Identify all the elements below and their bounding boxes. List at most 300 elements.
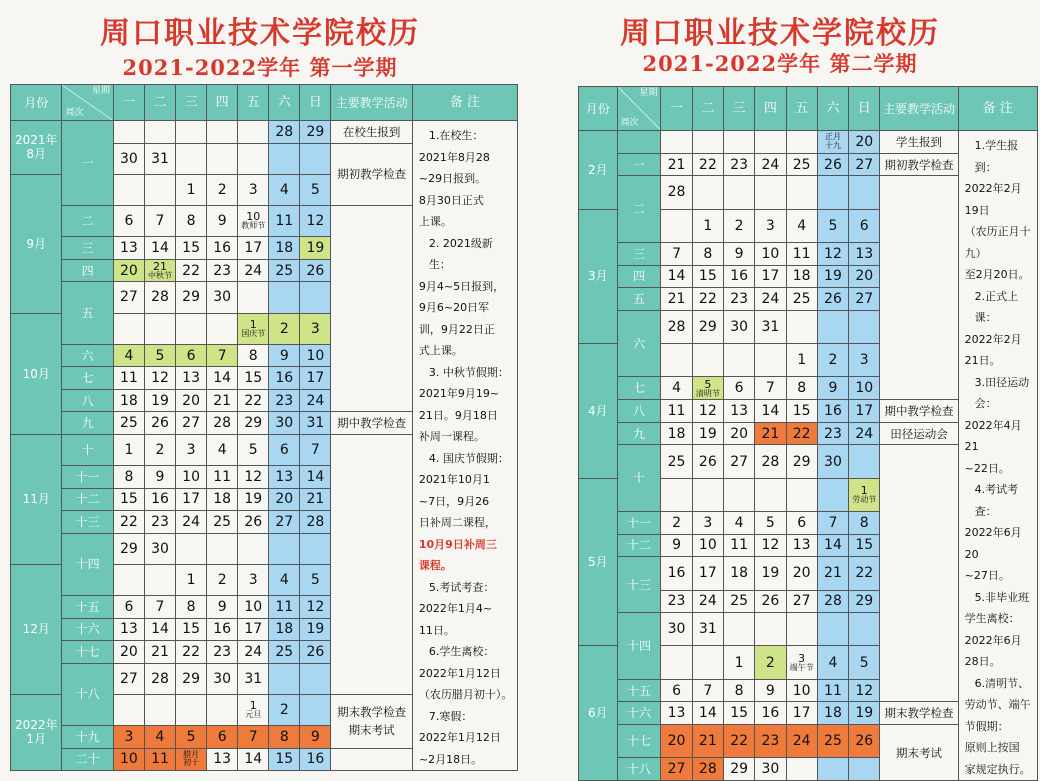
day-cell: 27 <box>661 758 692 781</box>
day-cell: 3 <box>755 209 786 242</box>
diag-week-label: 星期 <box>91 86 110 96</box>
activity-cell <box>880 445 958 702</box>
note-line: 3.田径运动会： <box>974 375 1030 410</box>
day-cell: 18 <box>207 488 238 511</box>
day-cell: 25 <box>817 725 848 758</box>
note-line: ~7日，9月26 <box>418 494 490 508</box>
activity-header: 主要教学活动 <box>880 87 958 131</box>
month-label: 6月 <box>587 706 608 721</box>
note-line: 2021年10月1 <box>418 473 490 486</box>
day-cell: 21 <box>755 422 786 445</box>
day-cell <box>692 344 723 377</box>
day-cell: 29 <box>113 533 144 564</box>
day-cell: 31 <box>692 613 723 646</box>
day-cell: 20 <box>113 641 144 664</box>
day-cell: 6 <box>207 726 238 749</box>
month-label: 2021年 <box>14 133 58 148</box>
day-cell: 10 <box>176 466 207 489</box>
day-cell: 9 <box>269 344 300 367</box>
note-line: 2022年1月12日 <box>418 666 501 680</box>
day-cell: 27 <box>113 663 144 694</box>
day-cell <box>755 478 786 511</box>
day-cell <box>113 694 144 725</box>
day-cell: 4 <box>661 377 692 400</box>
day-cell: 23 <box>144 511 175 534</box>
week-number-cell: 十六 <box>617 702 661 725</box>
day-cell: 9 <box>817 377 848 400</box>
note-line: 课程。 <box>418 559 452 572</box>
day-cell: 12 <box>817 242 848 265</box>
day-cell <box>113 121 144 144</box>
day-cell: 21 <box>144 641 175 664</box>
note-line: 家规定执行。 <box>964 762 1031 776</box>
weekday-header: 一 <box>661 87 692 131</box>
day-cell: 28 <box>300 511 331 534</box>
day-cell: 7 <box>144 206 175 237</box>
day-cell: 25 <box>113 412 144 435</box>
day-cell: 20 <box>723 422 754 445</box>
day-cell <box>817 613 848 646</box>
weekday-header: 六 <box>269 85 300 121</box>
day-cell: 15 <box>113 488 144 511</box>
weekday-header: 四 <box>755 87 786 131</box>
note-line: 11日。 <box>418 623 455 637</box>
day-cell <box>849 310 880 343</box>
lunar-label-2: 初十 <box>183 758 200 768</box>
day-cell: 28 <box>144 282 175 313</box>
day-cell: 20 <box>176 389 207 412</box>
week-number-cell: 一 <box>62 121 113 206</box>
day-cell <box>113 313 144 344</box>
note-line: 式上课。 <box>418 344 463 357</box>
notes-cell <box>958 131 1037 781</box>
day-cell: 4 <box>144 726 175 749</box>
day-cell: 11 <box>723 534 754 557</box>
day-cell: 10 <box>238 596 269 619</box>
day-cell: 18 <box>661 422 692 445</box>
day-cell: 22 <box>786 422 817 445</box>
day-cell <box>300 143 331 174</box>
day-cell: 1 <box>176 174 207 205</box>
day-cell: 2 <box>269 313 300 344</box>
day-cell: 21 <box>300 488 331 511</box>
day-cell: 16 <box>207 237 238 260</box>
day-cell: 27 <box>113 282 144 313</box>
day-cell: 6 <box>176 344 207 367</box>
day-cell: 30 <box>723 310 754 343</box>
lunar-label: 正月 <box>824 132 841 142</box>
day-cell: 28 <box>269 121 300 144</box>
day-cell: 23 <box>755 725 786 758</box>
day-cell: 30 <box>207 663 238 694</box>
day-cell: 18 <box>817 702 848 725</box>
note-line: 8月30日正式 <box>418 193 484 207</box>
day-cell <box>300 694 331 725</box>
activity-cell <box>880 422 958 445</box>
day-cell: 8 <box>113 466 144 489</box>
day-cell: 14 <box>755 400 786 423</box>
month-label: 11月 <box>22 492 50 507</box>
holiday-label: 中秋节 <box>147 270 172 280</box>
sem1-title: 周口职业技术学院校历 <box>100 16 420 51</box>
month-label: 8月 <box>26 147 47 162</box>
day-cell: 30 <box>817 445 848 478</box>
note-line: 2022年4月21 <box>964 418 1022 453</box>
day-cell <box>817 131 848 154</box>
day-cell <box>207 121 238 144</box>
day-number: 1 <box>249 699 257 713</box>
note-line: ~29日报到。 <box>418 172 487 185</box>
activity-label: 期初教学检查 <box>884 157 954 172</box>
day-cell: 16 <box>723 265 754 288</box>
week-number-cell: 十一 <box>617 511 661 534</box>
day-cell <box>786 758 817 781</box>
semester-2-calendar <box>520 0 1040 778</box>
activity-cell <box>331 748 412 771</box>
day-cell: 2 <box>207 564 238 595</box>
day-cell <box>786 478 817 511</box>
day-cell: 18 <box>723 557 754 590</box>
day-cell <box>723 176 754 209</box>
day-cell <box>176 694 207 725</box>
week-number-cell: 二 <box>62 206 113 237</box>
day-cell: 6 <box>723 377 754 400</box>
week-number-cell: 十二 <box>62 488 113 511</box>
week-number-cell: 十七 <box>617 725 661 758</box>
day-number: 3 <box>798 651 806 665</box>
month-header: 月份 <box>579 87 618 131</box>
lunar-label: 腊月 <box>183 749 200 759</box>
weekday-header: 五 <box>786 87 817 131</box>
day-cell: 30 <box>755 758 786 781</box>
day-cell <box>207 533 238 564</box>
day-cell: 27 <box>849 288 880 311</box>
holiday-label: 劳动节 <box>852 495 877 505</box>
day-cell <box>723 344 754 377</box>
day-cell: 13 <box>113 618 144 641</box>
note-line: 至2月20日。 <box>964 268 1030 281</box>
day-cell <box>238 694 269 725</box>
month-label: 12月 <box>22 622 50 637</box>
activity-cell <box>880 725 958 781</box>
week-number-cell: 八 <box>62 389 113 412</box>
holiday-label: 清明节 <box>695 388 720 398</box>
day-cell: 23 <box>269 389 300 412</box>
day-cell <box>269 533 300 564</box>
week-number-cell: 十六 <box>62 618 113 641</box>
day-cell: 27 <box>269 511 300 534</box>
day-cell: 23 <box>207 641 238 664</box>
week-number-cell: 七 <box>617 377 661 400</box>
day-cell: 1 <box>723 646 754 679</box>
day-cell: 7 <box>661 242 692 265</box>
week-number-cell: 十八 <box>62 663 113 726</box>
day-cell: 17 <box>755 265 786 288</box>
month-label: 10月 <box>22 366 50 381</box>
note-line: 7.寒假： <box>428 709 473 723</box>
month-cell <box>11 121 62 175</box>
month-label: 3月 <box>587 269 608 284</box>
day-cell: 10 <box>786 679 817 702</box>
day-cell: 8 <box>723 679 754 702</box>
day-cell: 7 <box>755 377 786 400</box>
week-number-cell: 五 <box>617 288 661 311</box>
week-number-cell: 十八 <box>617 758 661 781</box>
day-cell: 11 <box>207 466 238 489</box>
weekday-header: 六 <box>817 87 848 131</box>
day-cell <box>238 282 269 313</box>
day-cell: 15 <box>238 367 269 390</box>
month-label: 9月 <box>26 236 47 251</box>
week-number-cell: 十九 <box>62 726 113 749</box>
day-cell: 10 <box>692 534 723 557</box>
day-cell <box>144 174 175 205</box>
day-cell: 19 <box>817 265 848 288</box>
note-line: 2021年9月19~ <box>418 387 500 400</box>
day-cell: 27 <box>849 153 880 176</box>
week-number-cell: 十五 <box>617 679 661 702</box>
activity-label: 期末考试 <box>348 723 395 738</box>
day-cell <box>817 176 848 209</box>
day-cell <box>786 131 817 154</box>
day-cell: 26 <box>817 288 848 311</box>
week-number-cell: 四 <box>617 265 661 288</box>
day-cell <box>755 344 786 377</box>
notes-cell <box>412 121 517 771</box>
lunar-label-2: 十九 <box>824 140 841 150</box>
activity-label: 期初教学检查 <box>337 167 407 182</box>
activity-cell <box>880 702 958 725</box>
day-cell: 22 <box>176 641 207 664</box>
note-line: 上课。 <box>418 215 452 228</box>
weekday-header: 四 <box>207 85 238 121</box>
week-number-cell: 五 <box>62 282 113 345</box>
note-line: 2. 2021级新生： <box>428 236 493 271</box>
day-cell: 5 <box>300 564 331 595</box>
day-cell: 26 <box>755 590 786 613</box>
day-cell: 2 <box>755 646 786 679</box>
day-cell: 9 <box>300 726 331 749</box>
day-cell: 15 <box>723 702 754 725</box>
day-cell <box>849 613 880 646</box>
activity-label: 期中教学检查 <box>884 403 954 418</box>
day-cell: 12 <box>755 534 786 557</box>
note-line: 5.考试考查： <box>428 580 495 594</box>
day-cell: 2 <box>207 174 238 205</box>
note-line: 2022年6月28日。 <box>964 633 1022 668</box>
day-cell: 3 <box>238 564 269 595</box>
day-cell: 17 <box>238 618 269 641</box>
day-cell: 7 <box>300 434 331 465</box>
day-cell: 10 <box>113 748 144 771</box>
day-cell <box>786 613 817 646</box>
week-number-cell: 十四 <box>617 613 661 679</box>
day-cell <box>692 478 723 511</box>
note-line: 6.学生离校： <box>428 645 495 658</box>
week-number-cell: 七 <box>62 367 113 390</box>
activity-cell <box>880 176 958 400</box>
day-cell: 26 <box>144 412 175 435</box>
activity-header: 主要教学活动 <box>331 85 412 121</box>
day-cell <box>817 478 848 511</box>
day-cell: 24 <box>849 422 880 445</box>
day-cell: 25 <box>207 511 238 534</box>
day-cell: 2 <box>144 434 175 465</box>
activity-label: 期中教学检查 <box>337 416 407 430</box>
day-cell <box>849 478 880 511</box>
month-cell <box>579 478 618 646</box>
month-label: 2022年 <box>14 718 58 733</box>
day-cell: 19 <box>692 422 723 445</box>
day-cell: 31 <box>238 663 269 694</box>
day-cell: 22 <box>238 389 269 412</box>
day-cell: 17 <box>692 557 723 590</box>
activity-cell <box>880 400 958 423</box>
note-line: 原则上按国 <box>964 741 1020 754</box>
day-cell: 3 <box>238 174 269 205</box>
day-cell <box>786 176 817 209</box>
day-cell: 18 <box>269 237 300 260</box>
month-label: 2月 <box>587 162 608 177</box>
day-cell: 13 <box>207 748 238 771</box>
day-cell: 25 <box>786 288 817 311</box>
month-cell <box>11 313 62 434</box>
day-cell: 11 <box>144 748 175 771</box>
day-cell: 23 <box>723 153 754 176</box>
activity-label: 在校生报到 <box>342 124 401 139</box>
week-number-cell: 十四 <box>62 533 113 596</box>
day-cell: 10 <box>849 377 880 400</box>
day-cell <box>849 758 880 781</box>
activity-cell <box>880 131 958 154</box>
day-cell: 27 <box>723 445 754 478</box>
note-line: 2021年8月28 <box>418 150 490 164</box>
day-cell: 24 <box>755 153 786 176</box>
note-line: 10月9日补周三 <box>418 537 497 551</box>
day-cell <box>692 131 723 154</box>
day-cell: 23 <box>723 288 754 311</box>
day-cell: 25 <box>723 590 754 613</box>
weekday-header: 二 <box>692 87 723 131</box>
weekday-header: 五 <box>238 85 269 121</box>
month-cell <box>11 564 62 694</box>
note-line: 劳动节、端午 <box>964 698 1031 711</box>
day-number: 10 <box>246 210 261 224</box>
note-line: 2022年1月4~ <box>418 602 493 615</box>
day-cell: 26 <box>238 511 269 534</box>
day-cell: 18 <box>786 265 817 288</box>
week-number-cell: 十二 <box>617 534 661 557</box>
day-cell <box>755 176 786 209</box>
day-cell <box>176 533 207 564</box>
day-cell: 28 <box>207 412 238 435</box>
day-cell <box>207 313 238 344</box>
activity-cell <box>880 153 958 176</box>
day-cell: 7 <box>144 596 175 619</box>
note-line: 9月6~20日军 <box>418 301 490 314</box>
day-cell: 1 <box>176 564 207 595</box>
day-cell: 11 <box>269 206 300 237</box>
day-cell: 7 <box>207 344 238 367</box>
day-cell: 12 <box>692 400 723 423</box>
day-cell: 12 <box>238 466 269 489</box>
day-cell: 24 <box>692 590 723 613</box>
day-cell: 20 <box>661 725 692 758</box>
day-cell: 9 <box>661 534 692 557</box>
day-cell: 22 <box>692 288 723 311</box>
day-cell: 14 <box>144 618 175 641</box>
day-cell: 13 <box>176 367 207 390</box>
day-number: 5 <box>704 377 712 391</box>
day-cell: 22 <box>113 511 144 534</box>
day-cell <box>207 694 238 725</box>
holiday-label: 国庆节 <box>241 328 266 338</box>
note-line: 学生离校： <box>964 612 1020 625</box>
day-cell: 8 <box>692 242 723 265</box>
day-cell: 15 <box>692 265 723 288</box>
day-cell: 12 <box>144 367 175 390</box>
day-cell: 17 <box>176 488 207 511</box>
sem1-subtitle: 2021-2022学年 第一学期 <box>122 55 398 80</box>
day-cell: 8 <box>176 596 207 619</box>
day-cell: 5 <box>300 174 331 205</box>
week-number-cell: 十三 <box>62 511 113 534</box>
activity-cell <box>331 143 412 206</box>
day-cell: 31 <box>144 143 175 174</box>
day-cell: 3 <box>113 726 144 749</box>
week-number-cell <box>617 131 661 154</box>
day-cell <box>723 478 754 511</box>
day-cell <box>786 310 817 343</box>
day-cell <box>849 176 880 209</box>
day-cell: 3 <box>176 434 207 465</box>
day-cell <box>849 445 880 478</box>
day-number: 1 <box>249 317 257 331</box>
day-cell <box>661 131 692 154</box>
week-diagonal-header <box>62 85 113 121</box>
day-cell: 30 <box>661 613 692 646</box>
month-label: 1月 <box>26 732 47 747</box>
day-cell: 29 <box>786 445 817 478</box>
day-cell: 26 <box>300 641 331 664</box>
day-cell: 14 <box>207 367 238 390</box>
day-cell: 22 <box>176 259 207 282</box>
holiday-label: 教师节 <box>241 221 266 231</box>
note-line: 21日。9月18日 <box>418 408 498 422</box>
day-cell <box>176 143 207 174</box>
day-cell: 31 <box>300 412 331 435</box>
day-cell <box>238 533 269 564</box>
day-cell: 3 <box>849 344 880 377</box>
activity-label: 学生报到 <box>895 134 942 149</box>
day-cell: 13 <box>113 237 144 260</box>
day-cell <box>176 748 207 771</box>
note-line: 9月4~5日报到， <box>418 279 505 293</box>
sem1-table <box>10 84 518 771</box>
calendar-row <box>11 121 518 144</box>
day-cell: 19 <box>755 557 786 590</box>
day-cell: 16 <box>661 557 692 590</box>
day-cell: 5 <box>176 726 207 749</box>
week-number-cell: 十三 <box>617 557 661 613</box>
day-cell: 2 <box>817 344 848 377</box>
month-cell <box>11 434 62 564</box>
day-cell: 8 <box>176 206 207 237</box>
note-line: 日补周二课程， <box>418 516 496 529</box>
month-cell <box>579 344 618 479</box>
day-cell: 8 <box>269 726 300 749</box>
day-cell: 17 <box>300 367 331 390</box>
